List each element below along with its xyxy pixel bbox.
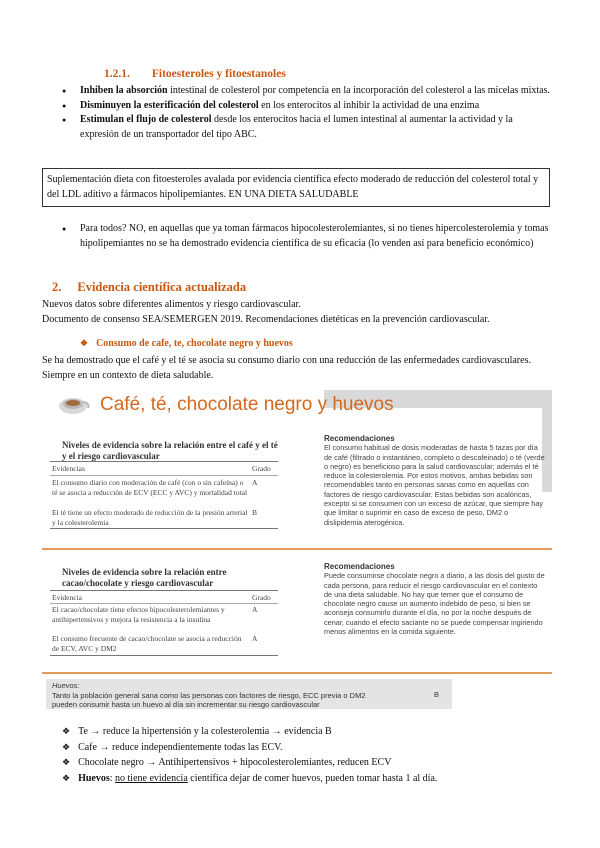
table1-col-grade: Grado bbox=[252, 464, 271, 473]
figure-divider bbox=[42, 672, 552, 674]
section-title: Fitoesteroles y fitoestanoles bbox=[151, 68, 286, 80]
list-item-bold: Huevos bbox=[78, 772, 110, 784]
diamond-bullet-icon: ❖ bbox=[62, 726, 71, 736]
table2-col-evidence: Evidencia bbox=[52, 593, 82, 602]
diamond-bullet-icon: ❖ bbox=[62, 772, 71, 783]
diamond-bullet-icon: ❖ bbox=[80, 338, 89, 348]
table-rule bbox=[50, 461, 278, 462]
section-number: 1.2.1. bbox=[104, 68, 130, 80]
subheading-text: Consumo de cafe, te, chocolate negro y huevos bbox=[96, 338, 293, 349]
diamond-bullet-icon: ❖ bbox=[62, 757, 71, 767]
rec1-text: El consumo habitual de dosis moderadas de hasta 5 tazas por día de café (filtrado o instantáneo, completo o descafeinado) o té (verde o negro) es beneficioso para la salud cardiovascular; además el té reduce la colesterolemia. Por estos motivos, ambas bebidas son recomendables tanto en personas sanas como en aquellas con factores de riesgo cardiovascular. Estas bebidas son acalóricas, excepto si se consumen con un exceso de azúcar, que siempre hay que limitar o suprimir en caso de exceso de peso, DM2 o dislipidemia aterogénica. bbox=[324, 443, 545, 527]
list-item bbox=[62, 99, 550, 114]
table2-heading: Niveles de evidencia sobre la relación entre cacao/chocolate y riesgo cardiovascular bbox=[62, 567, 227, 588]
coffee-cup-icon bbox=[58, 392, 92, 416]
bullet-bold: Inhiben la absorción bbox=[80, 85, 168, 96]
bullet-bold: Estimulan el flujo de colesterol bbox=[80, 114, 212, 125]
huevos-box bbox=[46, 679, 452, 709]
list-item-text: Te → reduce la hipertensión y la colesterolemia → evidencia B bbox=[78, 726, 332, 737]
list-item bbox=[62, 84, 550, 99]
diamond-bullet-icon: ❖ bbox=[62, 741, 71, 752]
summary-box: Suplementación dieta con fitoesteroles avalada por evidencia científica efecto moderado de reducción del colesterol total y del LDL aditivo a fármacos hipolipemiantes. EN UNA DIETA SALUDABLE bbox=[42, 168, 550, 207]
table1-row2-text: El té tiene un efecto moderado de reducción de la presión arterial y la colesterolemia bbox=[52, 508, 248, 527]
table-rule bbox=[50, 655, 278, 656]
list-item-underline: no tiene evidencia bbox=[115, 772, 188, 784]
list-item: ❖ Huevos: no tiene evidencia científica dejar de comer huevos, pueden tomar hasta 1 al día. bbox=[62, 772, 438, 784]
table1-row1-grade: A bbox=[252, 478, 258, 487]
table-rule bbox=[50, 528, 278, 529]
rec2-heading: Recomendaciones bbox=[324, 562, 395, 571]
bullet-text: en los enterocitos al inhibir la actividad de una enzima bbox=[258, 99, 480, 111]
table2-row1-grade: A bbox=[252, 605, 258, 614]
recommendations-2 bbox=[324, 562, 546, 636]
table2-row2-text: El consumo frecuente de cacao/chocolate se asocia a reducción de ECV, AVC y DM2 bbox=[52, 634, 242, 653]
figure-title: Café, té, chocolate negro y huevos bbox=[100, 394, 394, 415]
table2-row1-text: El cacao/chocolate tiene efectos hipocolesterolemiantes y antihipertensivos y mejora la resistencia a la insulina bbox=[52, 605, 225, 624]
intro-line: Nuevos datos sobre diferentes alimentos y riesgo cardiovascular. bbox=[42, 299, 301, 310]
sub-paragraph: Se ha demostrado que el café y el té se asocia su consumo diario con una reducción de las enfermedades cardiovasculares. Siempre en un contexto de dieta saludable. bbox=[42, 355, 531, 381]
table1-heading: Niveles de evidencia sobre la relación entre el café y el té y el riesgo cardiovascular bbox=[62, 440, 278, 461]
table1-col-evidence: Evidencias bbox=[52, 464, 85, 473]
table1-row1-text: El consumo diario con moderación de café (con o sin cafeína) o té se asocia a reducción de ECV (ECC y AVC) y mortalidad total bbox=[52, 478, 248, 497]
list-item-text: Cafe → reduce independientemente todas las ECV. bbox=[78, 741, 283, 753]
note-list bbox=[62, 222, 552, 251]
rec1-heading: Recomendaciones bbox=[324, 434, 395, 443]
huevos-label: Huevos: bbox=[52, 681, 80, 690]
figure-divider bbox=[42, 548, 552, 550]
table-rule bbox=[50, 603, 278, 604]
list-item: ● Para todos? NO, en aquellas que ya toman fármacos hipocolesterolemiantes, si no tienes hipercolesterolemia y tomas hipolipemiantes no se ha demostrado evidencia científica de su eficacia (lo venden así para beneficio económico) bbox=[62, 222, 552, 251]
list-item-text: científica dejar de comer huevos, pueden tomar hasta 1 al día. bbox=[187, 772, 438, 784]
intro-paragraph bbox=[42, 297, 562, 327]
bullet-text: desde los enterocitos hacia el lumen intestinal al aumentar la actividad y la expresión de un transportador del tipo ABC. bbox=[80, 114, 513, 140]
section-heading-2 bbox=[52, 280, 246, 295]
list-item bbox=[62, 724, 552, 740]
table-rule bbox=[50, 590, 278, 591]
list-item bbox=[62, 113, 550, 142]
intro-line: Documento de consenso SEA/SEMERGEN 2019. Recomendaciones dietéticas en la prevención cardiovascular. bbox=[42, 314, 490, 325]
table2-col-grade: Grado bbox=[252, 593, 271, 602]
list-item bbox=[62, 740, 552, 756]
section-number: 2. bbox=[52, 280, 62, 294]
table1-row2-grade: B bbox=[252, 508, 258, 517]
table-rule bbox=[50, 475, 278, 476]
recommendations-1 bbox=[324, 434, 546, 527]
huevos-text: Tanto la población general sana como las personas con factores de riesgo, ECC previa o DM2 pueden consumir hasta un huevo al día sin incrementar su riesgo cardiovascular bbox=[52, 690, 366, 709]
summary-list bbox=[62, 724, 552, 786]
subheading bbox=[80, 338, 293, 349]
section-heading-1-2-1 bbox=[104, 68, 286, 80]
list-item-text: Chocolate negro → Antihipertensivos + hipocolesterolemiantes, reducen ECV bbox=[78, 757, 392, 768]
mechanism-list bbox=[62, 84, 550, 142]
section-title: Evidencia científica actualizada bbox=[77, 280, 247, 294]
rec2-text: Puede consumirse chocolate negro a diario, a las dosis del gusto de cada persona, para reducir el riesgo cardiovascular en el contexto de una dieta saludable. No hay que temer que el consumo de chocolate negro cause un aumento indebido de peso, si bien se aconseja consumirlo durante el día, no por la noche después de cenar, cuando el efecto saciante no se puede compensar ingiriendo menos alimentos en la comida siguiente. bbox=[324, 571, 545, 637]
list-item bbox=[62, 755, 552, 771]
bullet-bold: Disminuyen la esterificación del colesterol bbox=[80, 99, 259, 111]
bullet-text: intestinal de colesterol por competencia en la incorporación del colesterol a las micelas mixtas. bbox=[167, 85, 550, 96]
table2-row2-grade: A bbox=[252, 634, 258, 643]
huevos-grade: B bbox=[434, 690, 440, 699]
